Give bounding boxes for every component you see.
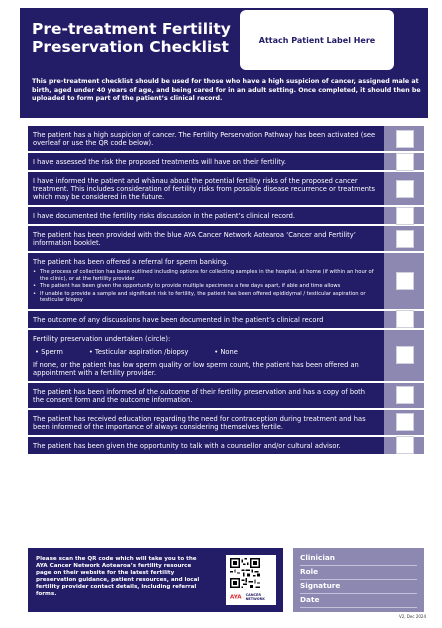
bullet-item: • If unable to provide a sample and significant risk to fertility, the patient has been offered epididymal / testicular aspiration or testicular biopsy bbox=[33, 291, 378, 304]
checklist-row bbox=[28, 126, 424, 153]
date-field[interactable]: Date bbox=[300, 595, 417, 608]
checklist-page bbox=[14, 8, 428, 618]
intro-text: This pre-treatment checklist should be used for those who have a high suspicion of cancer, assigned male at birth, aged under 40 years of age, and being cared for in an adult setting. Once completed, it should then be uploaded to form part of the patient’s clinical record. bbox=[32, 78, 421, 103]
checklist-row bbox=[28, 330, 424, 383]
checklist-row bbox=[28, 153, 424, 172]
checklist-item-text-after: If none, or the patient has low sperm quality or low sperm count, the patient has been offered an appointment with a fertility provider. bbox=[33, 360, 359, 377]
checklist-item-text: The patient has been given the opportunity to talk with a counsellor and/or cultural advisor. bbox=[33, 441, 341, 450]
checkbox[interactable] bbox=[396, 130, 414, 148]
checklist-item-text: I have documented the fertility risks discussion in the patient’s clinical record. bbox=[33, 212, 296, 220]
checklist-item-text: The patient has a high suspicion of cancer. The Fertility Perservation Pathway has been activated (see overleaf or use the QR code below). bbox=[33, 131, 376, 147]
option-none[interactable]: • None bbox=[214, 348, 238, 356]
checkbox[interactable] bbox=[396, 413, 414, 431]
header-banner bbox=[20, 8, 428, 118]
role-field[interactable]: Role bbox=[300, 567, 417, 580]
checklist-row bbox=[28, 226, 424, 253]
checklist-row bbox=[28, 172, 424, 207]
checklist-item-text: I have informed the patient and whānau about the potential fertility risks of the proposed cancer treatment. This includes consideration of fertility risks from possible disease recurrence or treatments which may be considered in the future. bbox=[33, 177, 376, 201]
option-sperm[interactable]: • Sperm bbox=[35, 348, 63, 356]
qr-instructions: Please scan the QR code which will take you to the AYA Cancer Network Aotearoa’s fertility resource page on their website for the latest fertility preservation guidance, patient resources, and local fertility provider contact details, including referral forms. bbox=[36, 556, 200, 598]
checkbox[interactable] bbox=[396, 346, 414, 364]
sperm-banking-bullets bbox=[33, 269, 378, 304]
logo-main-text: AYA bbox=[230, 594, 242, 601]
signature-panel bbox=[293, 548, 424, 612]
checklist-item-text: The patient has received education regarding the need for contraception during treatment and has been informed of the importance of always considering themselves fertile. bbox=[33, 414, 366, 431]
checklist-item-text: Fertility preservation undertaken (circle): bbox=[33, 334, 171, 343]
title-line-1: Pre-treatment Fertility bbox=[32, 20, 231, 38]
option-testicular-aspiration[interactable]: • Testicular aspiration /biopsy bbox=[89, 348, 188, 356]
logo-sub-line-2: NETWORK bbox=[245, 597, 265, 601]
checkbox[interactable] bbox=[396, 436, 414, 454]
title-line-2: Preservation Checklist bbox=[32, 38, 229, 56]
checklist-item-text: I have assessed the risk the proposed treatments will have on their fertility. bbox=[33, 158, 286, 166]
checklist-item-text: The outcome of any discussions have been documented in the patient’s clinical record bbox=[33, 315, 324, 324]
clinician-field[interactable]: Clinician bbox=[300, 553, 417, 566]
patient-label-box: Attach Patient Label Here bbox=[238, 8, 396, 72]
checkbox[interactable] bbox=[396, 180, 414, 198]
checklist-row bbox=[28, 410, 424, 437]
signature-field[interactable]: Signature bbox=[300, 581, 417, 594]
checklist-item-text: The patient has been provided with the blue AYA Cancer Network Aotearoa ‘Cancer and Fertility’ information booklet. bbox=[33, 231, 356, 247]
checklist-row bbox=[28, 253, 424, 311]
qr-panel bbox=[28, 548, 283, 612]
checklist-row bbox=[28, 383, 424, 410]
footer-section bbox=[28, 548, 424, 612]
checklist-item-text: The patient has been informed of the outcome of their fertility preservation and has a copy of both the consent form and the outcome information. bbox=[33, 387, 366, 404]
checklist-row bbox=[28, 311, 424, 330]
checkbox[interactable] bbox=[396, 386, 414, 404]
checkbox[interactable] bbox=[396, 272, 414, 290]
logo-sub-line-1: CANCER bbox=[245, 593, 261, 597]
version-label: V2, Dec 2024 bbox=[398, 614, 426, 619]
checkbox[interactable] bbox=[396, 230, 414, 248]
qr-code-icon[interactable] bbox=[230, 558, 260, 588]
checkbox[interactable] bbox=[396, 153, 414, 171]
checkbox[interactable] bbox=[396, 207, 414, 225]
checklist-table bbox=[28, 126, 424, 456]
bullet-item: • The patient has been given the opportunity to provide multiple specimens a few days apart, if able and time allows bbox=[33, 283, 378, 290]
checklist-row bbox=[28, 207, 424, 226]
bullet-item: • The process of collection has been outlined including options for collecting samples in the hospital, at home (if within an hour of the clinic), or at the fertility provider bbox=[33, 269, 378, 282]
checkbox[interactable] bbox=[396, 310, 414, 328]
checklist-item-text: The patient has been offered a referral for sperm banking. bbox=[33, 258, 229, 266]
qr-card bbox=[226, 555, 276, 605]
checklist-row bbox=[28, 437, 424, 456]
aya-logo bbox=[230, 593, 265, 601]
page-title bbox=[32, 20, 232, 56]
preservation-options bbox=[33, 348, 378, 356]
